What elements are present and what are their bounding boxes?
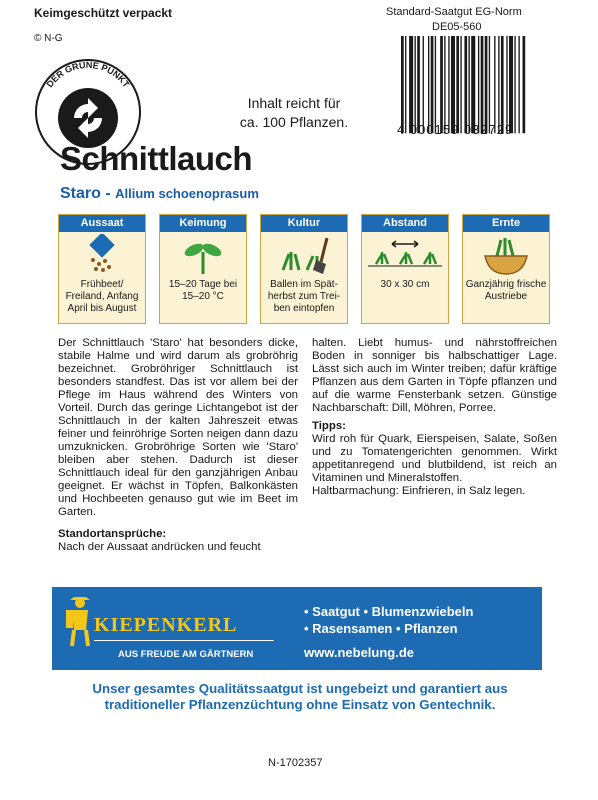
standard-label: Standard-Saatgut EG-Norm	[386, 6, 522, 18]
brand-name: KIEPENKERL	[94, 614, 238, 636]
sprout-icon	[160, 234, 246, 276]
harvest-bowl-icon	[463, 234, 549, 276]
green-dot-ring-text: DER GRÜNE PUNKT	[44, 59, 132, 90]
step-text: 15–20 Tage bei 15–20 °C	[168, 279, 238, 302]
seed-packet-icon	[59, 234, 145, 276]
standort-text-continued: halten. Liebt humus- und nährstoffreichen Boden in sonniger bis halbschattiger Lage. Lässt sich auch im Winter treiben; dafür kräftige Pflanzen aus dem Garten in Töpfe pflanzen und auf die warme Fensterbank setzen. Günstige Nachbarschaft: Dill, Möhren, Porree.	[312, 337, 557, 414]
step-text: 30 x 30 cm	[380, 279, 430, 290]
step-label: Abstand	[362, 215, 448, 232]
brand-product-list	[304, 603, 473, 637]
cultivation-steps	[58, 214, 553, 324]
variety-name: Staro	[60, 185, 101, 202]
step-abstand	[361, 214, 449, 324]
description-right-column	[312, 337, 557, 498]
standort-text-start: Nach der Aussaat andrücken und feucht	[58, 541, 261, 553]
brand-slogan: AUS FREUDE AM GÄRTNERN	[118, 649, 254, 660]
quality-note: Unser gesamtes Qualitätssaatgut ist ungebeizt und garantiert aus traditioneller Pflanzenzüchtung ohne Einsatz von Gentechnik.	[92, 681, 508, 712]
description-left-column	[58, 337, 298, 554]
step-label: Ernte	[463, 215, 549, 232]
step-text: Ganzjährig frische Austriebe	[465, 279, 547, 302]
brand-divider	[94, 640, 274, 641]
copyright-label: © N-G	[34, 33, 63, 44]
latin-name: Allium schoenoprasum	[115, 186, 259, 201]
description-text: Der Schnittlauch 'Staro' hat besonders dicke, stabile Halme und wird darum als grobröhrig bezeichnet. Grobröhriger Schnittlauch ist besonders standfest. Das ist vor allem bei der Pflege im Haus während des Winters von Vorteil. Durch das geringe Lichtangebot ist der Schnittlauch in der kalten Jahreszeit etwas feiner und feinröhrige Sorten neigen dann dazu umzuknicken. Grobröhrige Sorten wie 'Staro' bleiben aber stehen. Dadurch ist dieser Schnittlauch ideal für den ganzjährigen Anbau geeignet. Er wächst in Töpfen, Balkonkästen und Hochbeeten genauso gut wie im Beet im Garten.	[58, 337, 298, 518]
kiepenkerl-figure-icon	[64, 596, 94, 648]
step-text: Ballen im Spät- herbst zum Trei- ben eintopfen	[267, 279, 341, 314]
contents-line-2: ca. 100 Pflanzen.	[239, 114, 349, 130]
contents-info	[204, 94, 384, 132]
step-label: Kultur	[261, 215, 347, 232]
subtitle-separator: -	[100, 185, 116, 202]
product-subtitle	[60, 185, 259, 203]
standort-heading: Standortansprüche:	[58, 528, 167, 540]
shovel-plants-icon	[261, 234, 347, 276]
step-text: Frühbeet/ Freiland, Anfang April bis August	[65, 279, 139, 314]
step-label: Aussaat	[59, 215, 145, 232]
barcode-digits: 4 000159 032729	[397, 122, 514, 137]
haltbar-text: Haltbarmachung: Einfrieren, in Salz legen.	[312, 485, 526, 497]
step-ernte	[462, 214, 550, 324]
step-keimung	[159, 214, 247, 324]
product-title: Schnittlauch	[60, 140, 253, 177]
step-label: Keimung	[160, 215, 246, 232]
tips-heading: Tipps:	[312, 420, 346, 432]
spacing-icon	[362, 234, 448, 276]
article-code: N-1702357	[268, 757, 323, 769]
step-kultur	[260, 214, 348, 324]
brand-list-line-1: • Saatgut • Blumenzwiebeln	[304, 604, 474, 619]
brand-url[interactable]: www.nebelung.de	[304, 645, 415, 660]
tips-text: Wird roh für Quark, Eierspeisen, Salate, Soßen und zu Tomatengerichten genommen. Wirkt appetitanregend und blutbildend, ist reich an Vitaminen und Mineralstoffen.	[312, 433, 557, 484]
packaging-note: Keimgeschützt verpackt	[34, 6, 173, 20]
contents-line-1: Inhalt reicht für	[247, 95, 341, 111]
step-aussaat	[58, 214, 146, 324]
brand-list-line-2: • Rasensamen • Pflanzen	[304, 621, 458, 636]
standard-code: DE05-560	[432, 21, 482, 33]
